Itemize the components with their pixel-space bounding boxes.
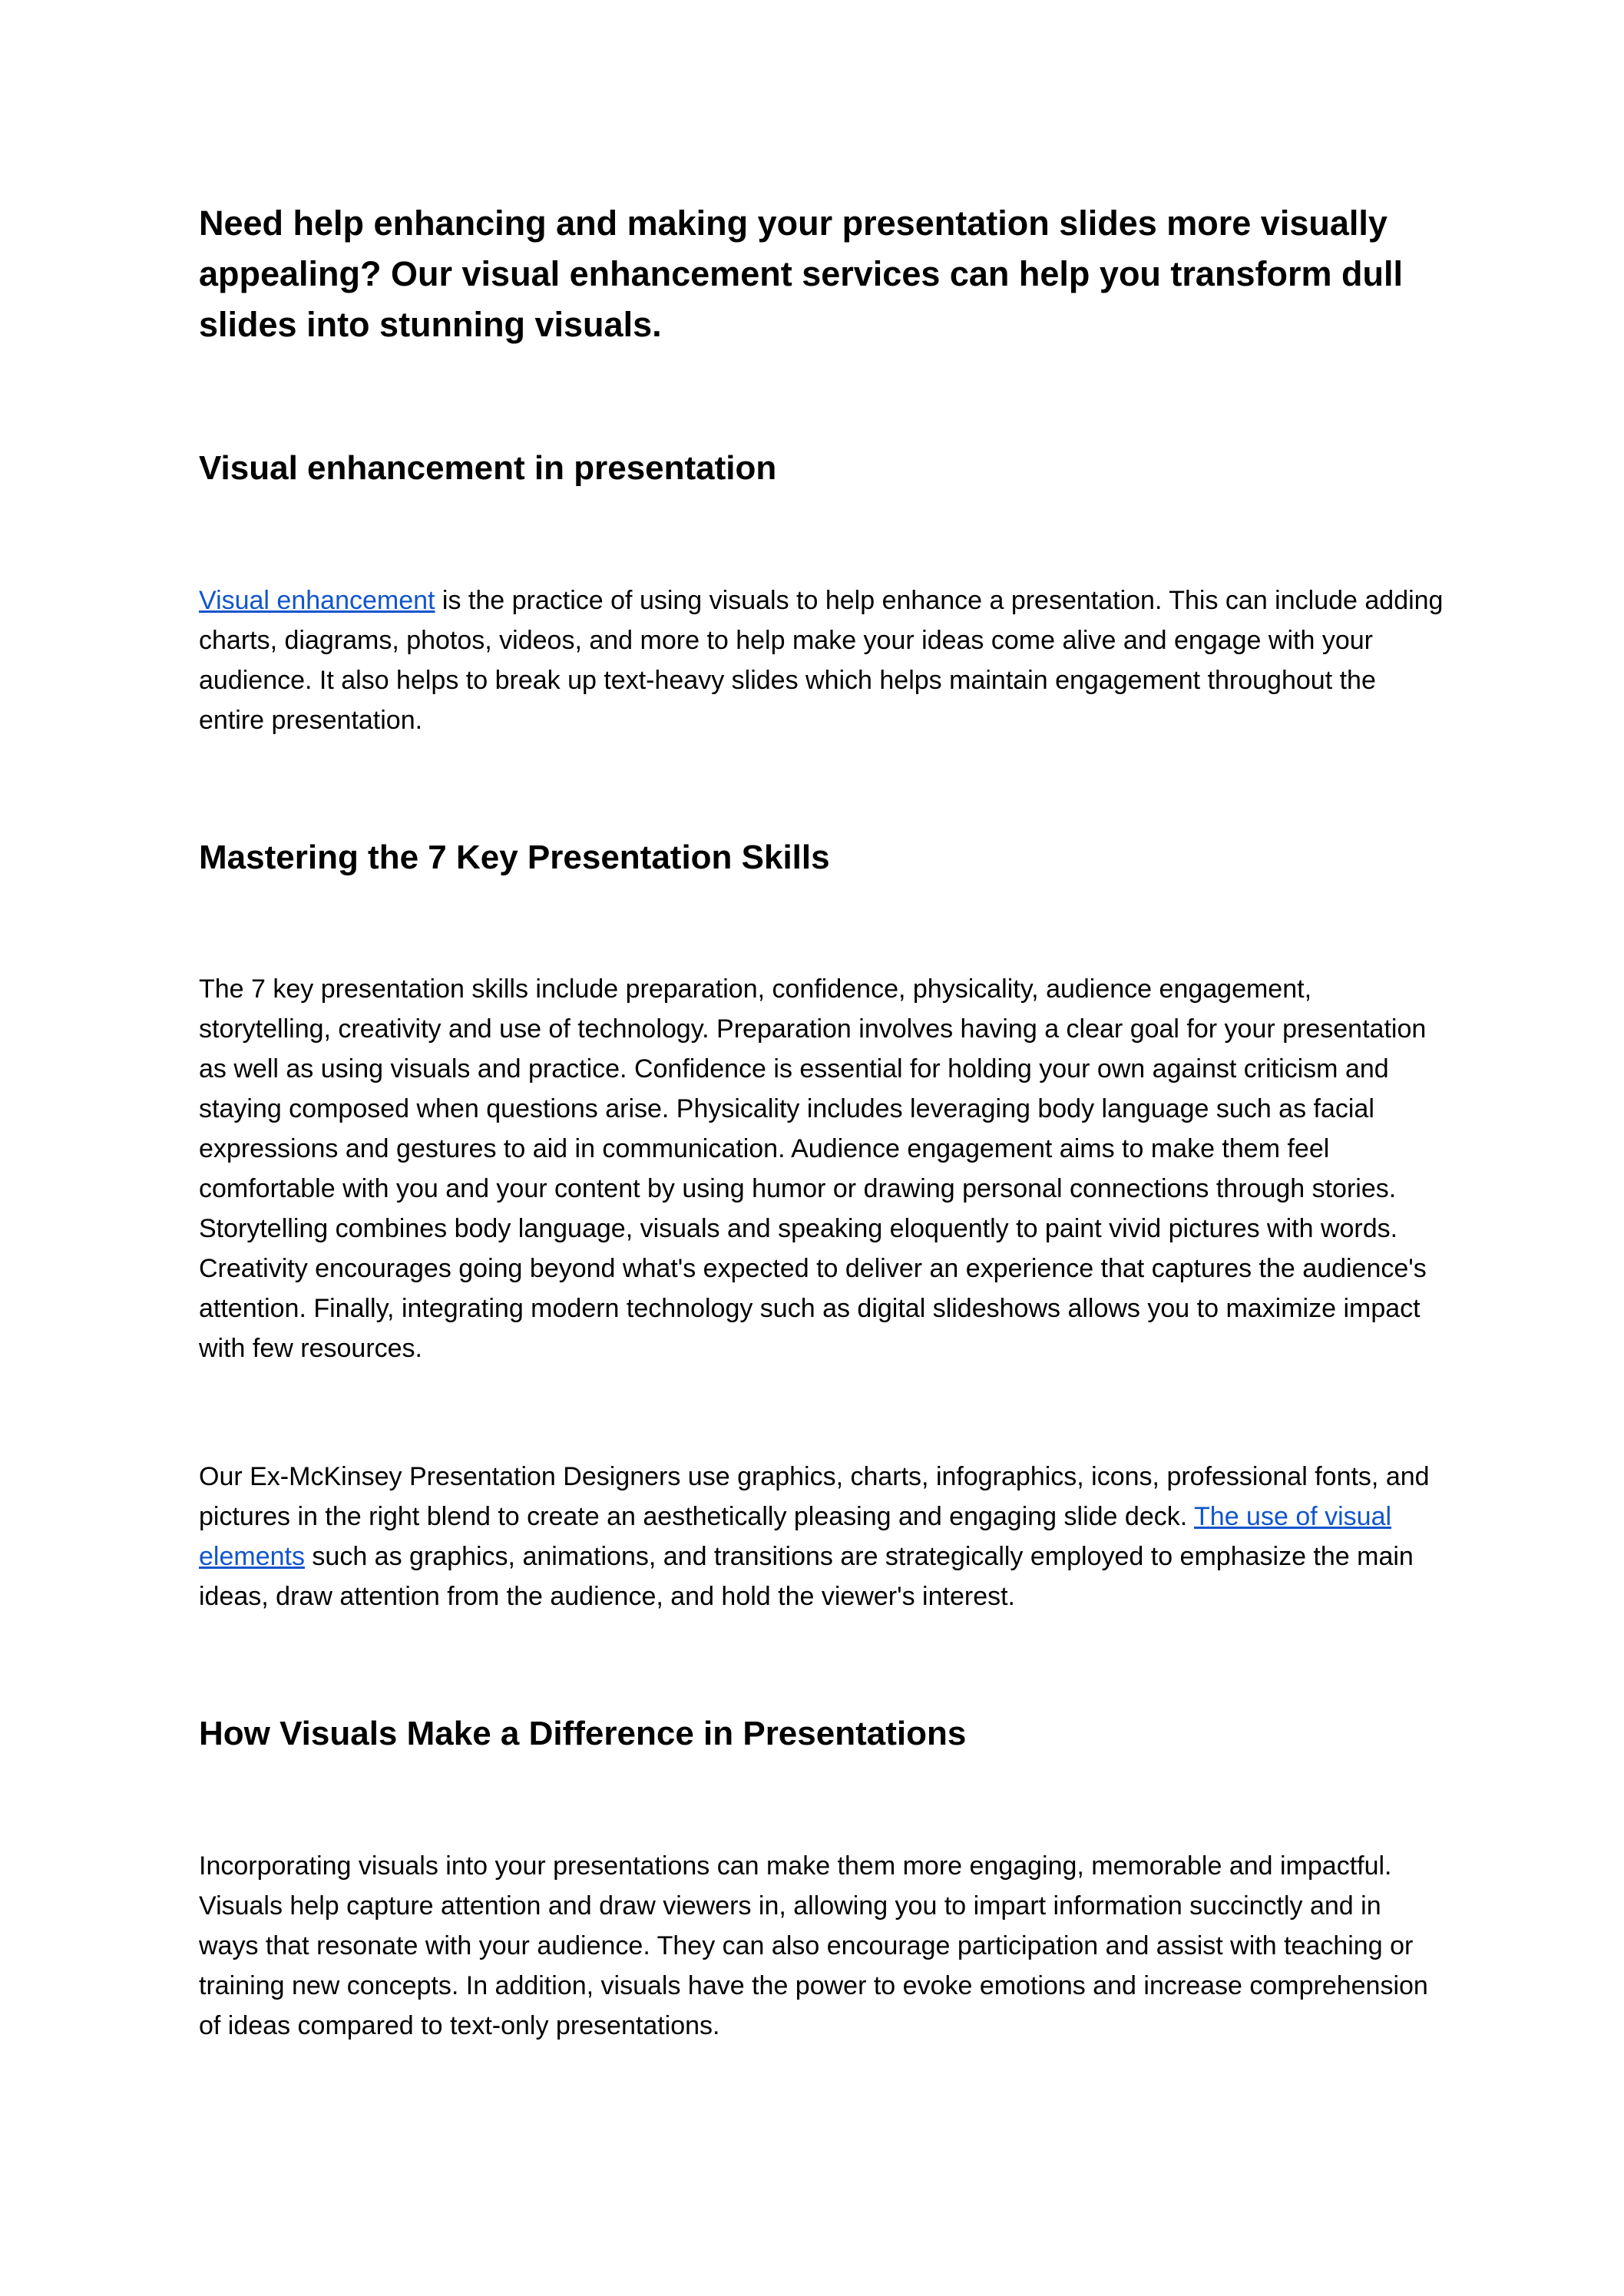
paragraph-how-visuals: Incorporating visuals into your presentations can make them more engaging, memorable and impactful. Visuals help capture attention and draw viewers in, allowing you to impart information succinctly and in ways that resonate with your audience. They can also encourage participation and assist with teaching or training new concepts. In addition, visuals have the power to evoke emotions and increase comprehension of ideas compared to text-only presentations. (199, 1851, 1428, 2040)
paragraph-presentation-designers (199, 1457, 1447, 1616)
heading-presentation-skills: Mastering the 7 Key Presentation Skills (199, 839, 830, 876)
document-page (199, 0, 1443, 2296)
visual-enhancement-link[interactable]: Visual enhancement (199, 586, 435, 615)
heading-how-visuals-make-difference: How Visuals Make a Difference in Presentations (199, 1715, 967, 1752)
intro-text: Need help enhancing and making your presentation slides more visually appealing? Our visual enhancement services can help you transform dull slides into stunning visuals. (199, 203, 1403, 344)
paragraph-designers-text-after: such as graphics, animations, and transitions are strategically employed to emphasize the main ideas, draw attention from the audience, and hold the viewer's interest. (199, 1542, 1414, 1611)
visual-elements-link[interactable]: The use of visual elements (199, 1502, 1392, 1571)
paragraph-visual-enhancement-text: is the practice of using visuals to help enhance a presentation. This can include adding charts, diagrams, photos, videos, and more to help make your ideas come alive and engage with your audience. It also helps to break up text-heavy slides which helps maintain engagement throughout the entire presentation. (199, 586, 1444, 735)
paragraph-presentation-skills: The 7 key presentation skills include preparation, confidence, physicality, audience engagement, storytelling, creativity and use of technology. Preparation involves having a clear goal for your presentation as well as using visuals and practice. Confidence is essential for holding your own against criticism and staying composed when questions arise. Physicality includes leveraging body language such as facial expressions and gestures to aid in communication. Audience engagement aims to make them feel comfortable with you and your content by using humor or drawing personal connections through stories. Storytelling combines body language, visuals and speaking eloquently to paint vivid pictures with words. Creativity encourages going beyond what's expected to deliver an experience that captures the audience's attention. Finally, integrating modern technology such as digital slideshows allows you to maximize impact with few resources. (199, 974, 1427, 1363)
heading-visual-enhancement: Visual enhancement in presentation (199, 449, 777, 487)
paragraph-designers-text-before: Our Ex-McKinsey Presentation Designers use graphics, charts, infographics, icons, professional fonts, and pictures in the right blend to create an aesthetically pleasing and engaging slide deck. (199, 1462, 1430, 1531)
paragraph-visual-enhancement (199, 581, 1447, 740)
